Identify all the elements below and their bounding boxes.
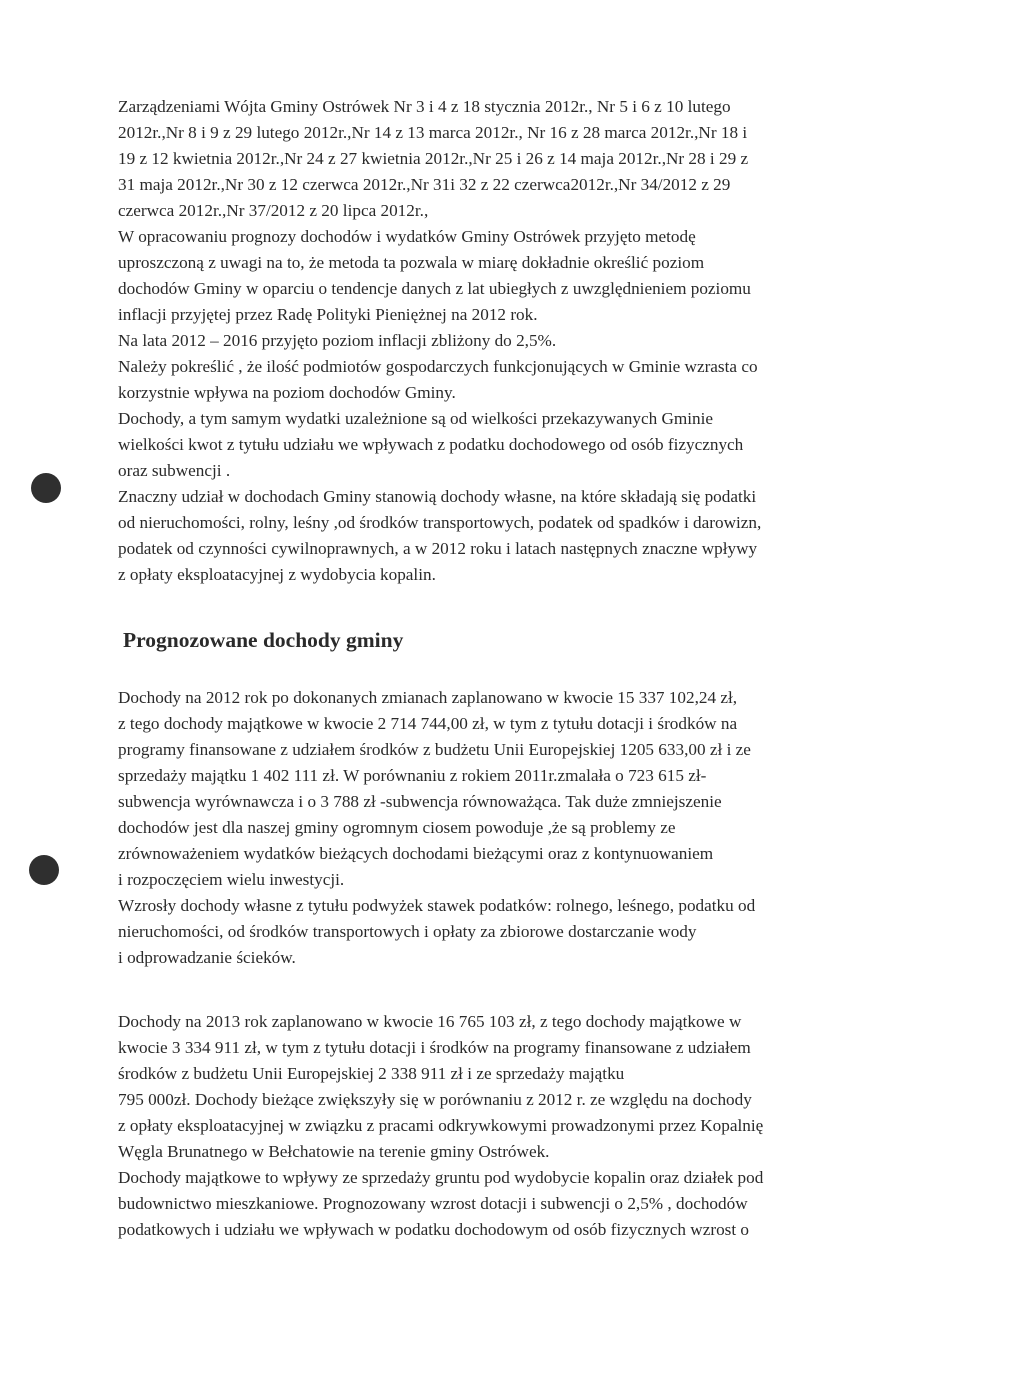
text-line: z tego dochody majątkowe w kwocie 2 714 744,00 zł, w tym z tytułu dotacji i środków na (118, 714, 738, 733)
punch-hole-top (31, 473, 61, 503)
text-line: czerwca 2012r.,Nr 37/2012 z 20 lipca 2012r., (118, 201, 429, 220)
text-line: z opłaty eksploatacyjnej w związku z pracami odkrywkowymi prowadzonymi przez Kopalnię (118, 1116, 764, 1135)
text-line: nieruchomości, od środków transportowych i opłaty za zbiorowe dostarczanie wody (118, 922, 697, 941)
text-line: od nieruchomości, rolny, leśny ,od środków transportowych, podatek od spadków i darowizn, (118, 513, 762, 532)
text-line: Węgla Brunatnego w Bełchatowie na terenie gminy Ostrówek. (118, 1142, 550, 1161)
text-line: Dochody na 2012 rok po dokonanych zmianach zaplanowano w kwocie 15 337 102,24 zł, (118, 688, 738, 707)
text-line: dochodów jest dla naszej gminy ogromnym ciosem powoduje ,że są problemy ze (118, 818, 676, 837)
text-line: Dochody majątkowe to wpływy ze sprzedaży gruntu pod wydobycie kopalin oraz działek pod (118, 1168, 764, 1187)
text-line: Dochody, a tym samym wydatki uzależnione są od wielkości przekazywanych Gminie (118, 409, 714, 428)
text-line: programy finansowane z udziałem środków z budżetu Unii Europejskiej 1205 633,00 zł i ze (118, 740, 751, 759)
text-line: podatek od czynności cywilnoprawnych, a w 2012 roku i latach następnych znaczne wpływy (118, 539, 758, 558)
text-line: środków z budżetu Unii Europejskiej 2 338 911 zł i ze sprzedaży majątku (118, 1064, 625, 1083)
text-line: z opłaty eksploatacyjnej z wydobycia kopalin. (118, 565, 436, 584)
text-line: Wzrosły dochody własne z tytułu podwyżek stawek podatków: rolnego, leśnego, podatku od (118, 896, 756, 915)
punch-hole-bottom (29, 855, 59, 885)
text-line: sprzedaży majątku 1 402 111 zł. W porównaniu z rokiem 2011r.zmalała o 723 615 zł- (118, 766, 707, 785)
text-line: wielkości kwot z tytułu udziału we wpływach z podatku dochodowego od osób fizycznych (118, 435, 744, 454)
revenue-2012-text-block (118, 685, 918, 971)
text-line: Na lata 2012 – 2016 przyjęto poziom inflacji zbliżony do 2,5%. (118, 331, 557, 350)
text-line: oraz subwencji . (118, 461, 231, 480)
text-line: i rozpoczęciem wielu inwestycji. (118, 870, 345, 889)
text-line: Znaczny udział w dochodach Gminy stanowią dochody własne, na które składają się podatki (118, 487, 757, 506)
text-line: 19 z 12 kwietnia 2012r.,Nr 24 z 27 kwietnia 2012r.,Nr 25 i 26 z 14 maja 2012r.,Nr 28 i 29 z (118, 149, 749, 168)
intro-text-block (118, 94, 918, 588)
revenue-2013-text-block (118, 1009, 918, 1243)
text-line: podatkowych i udziału we wpływach w podatku dochodowym od osób fizycznych wzrost o (118, 1220, 750, 1239)
text-line: W opracowaniu prognozy dochodów i wydatków Gminy Ostrówek przyjęto metodę (118, 227, 696, 246)
text-line: 795 000zł. Dochody bieżące zwiększyły się w porównaniu z 2012 r. ze względu na dochody (118, 1090, 752, 1109)
text-line: 31 maja 2012r.,Nr 30 z 12 czerwca 2012r.,Nr 31i 32 z 22 czerwca2012r.,Nr 34/2012 z 29 (118, 175, 731, 194)
text-line: Dochody na 2013 rok zaplanowano w kwocie 16 765 103 zł, z tego dochody majątkowe w (118, 1012, 742, 1031)
text-line: subwencja wyrównawcza i o 3 788 zł -subwencja równoważąca. Tak duże zmniejszenie (118, 792, 722, 811)
text-line: dochodów Gminy w oparciu o tendencje danych z lat ubiegłych z uwzględnieniem poziomu (118, 279, 751, 298)
text-line: 2012r.,Nr 8 i 9 z 29 lutego 2012r.,Nr 14 z 13 marca 2012r., Nr 16 z 28 marca 2012r.,Nr 18 i (118, 123, 748, 142)
text-line: budownictwo mieszkaniowe. Prognozowany wzrost dotacji i subwencji o 2,5% , dochodów (118, 1194, 748, 1213)
text-line: inflacji przyjętej przez Radę Polityki Pieniężnej na 2012 rok. (118, 305, 538, 324)
text-line: uproszczoną z uwagi na to, że metoda ta pozwala w miarę dokładnie określić poziom (118, 253, 705, 272)
text-line: korzystnie wpływa na poziom dochodów Gminy. (118, 383, 456, 402)
text-line: Zarządzeniami Wójta Gminy Ostrówek Nr 3 i 4 z 18 stycznia 2012r., Nr 5 i 6 z 10 lutego (118, 97, 731, 116)
text-line: Należy pokreślić , że ilość podmiotów gospodarczych funkcjonujących w Gminie wzrasta co (118, 357, 758, 376)
section-heading: Prognozowane dochody gminy (123, 628, 404, 652)
text-line: kwocie 3 334 911 zł, w tym z tytułu dotacji i środków na programy finansowane z udziałem (118, 1038, 751, 1057)
text-line: zrównoważeniem wydatków bieżących dochodami bieżącymi oraz z kontynuowaniem (118, 844, 714, 863)
text-line: i odprowadzanie ścieków. (118, 948, 296, 967)
